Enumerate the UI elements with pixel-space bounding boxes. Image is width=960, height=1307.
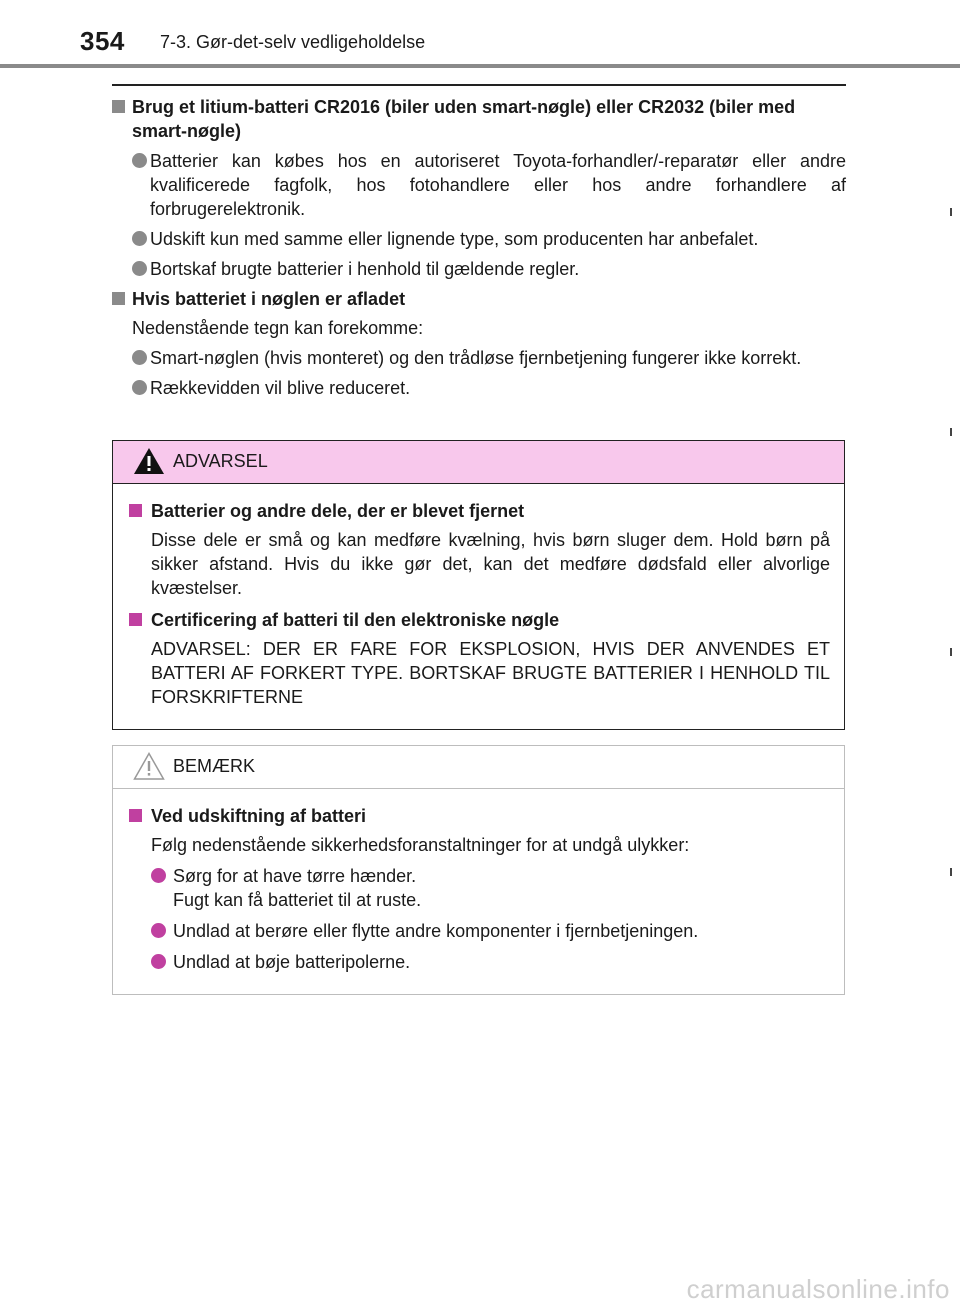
section-heading [112, 95, 846, 143]
list-item-text: Bortskaf brugte batterier i henhold til gældende regler. [150, 259, 580, 279]
list-item-text: Smart-nøglen (hvis monteret) og den trådløse fjernbetjening fungerer ikke korrekt. [150, 348, 802, 368]
section-heading-text: Hvis batteriet i nøglen er afladet [132, 289, 406, 309]
notice-heading [129, 804, 830, 828]
watermark: carmanualsonline.info [686, 1274, 950, 1304]
square-bullet-icon [129, 613, 142, 626]
warning-item-text: Disse dele er små og kan medføre kvælning, hvis børn sluger dem. Hold børn på sikker afstand. Hvis du ikke gør det, kan det medføre dødsfald eller alvorlige kvæstelser. [151, 530, 830, 598]
notice-title: BEMÆRK [173, 756, 256, 776]
list-item [112, 376, 846, 400]
list-item [112, 346, 846, 370]
chapter-title: 7-3. Gør-det-selv vedligeholdelse [160, 32, 426, 52]
notice-box [112, 745, 845, 995]
list-item [112, 227, 846, 251]
circle-bullet-icon [151, 954, 166, 969]
list-item-text: Undlad at berøre eller flytte andre komponenter i fjernbetjeningen. [173, 921, 699, 941]
list-item-text: Rækkevidden vil blive reduceret. [150, 378, 411, 398]
section-heading [112, 287, 846, 311]
circle-bullet-icon [132, 380, 147, 395]
warning-item-heading-text: Batterier og andre dele, der er blevet fjernet [151, 501, 525, 521]
warning-triangle-icon [133, 447, 165, 475]
warning-title: ADVARSEL [173, 451, 268, 471]
square-bullet-icon [129, 504, 142, 517]
edge-tick [950, 868, 952, 876]
list-item-text: Udskift kun med samme eller lignende type, som producenten har anbefalet. [150, 229, 759, 249]
content-divider [112, 84, 846, 86]
list-item-text: Undlad at bøje batteripolerne. [173, 952, 411, 972]
square-bullet-icon [112, 100, 125, 113]
list-item [112, 257, 846, 281]
edge-tick [950, 428, 952, 436]
warning-item-heading [129, 499, 830, 523]
warning-box [112, 440, 845, 730]
warning-header [113, 441, 844, 484]
warning-body [113, 499, 846, 709]
caution-triangle-icon [133, 752, 165, 780]
header-divider [0, 64, 960, 68]
main-content [112, 95, 846, 400]
circle-bullet-icon [151, 868, 166, 883]
circle-bullet-icon [132, 350, 147, 365]
warning-item-heading-text: Certificering af batteri til den elektroniske nøgle [151, 610, 560, 630]
notice-body [113, 804, 846, 974]
page-number: 354 [80, 26, 125, 56]
list-item [129, 950, 830, 974]
circle-bullet-icon [132, 153, 147, 168]
warning-item-text: ADVARSEL: DER ER FARE FOR EKSPLOSION, HVIS DER ANVENDES ET BATTERI AF FORKERT TYPE. BORTSKAF BRUGTE BATTERIER I HENHOLD TIL FORSKRIFTERNE [151, 639, 830, 707]
circle-bullet-icon [151, 923, 166, 938]
edge-tick [950, 648, 952, 656]
list-item-text: Sørg for at have tørre hænder. [173, 866, 417, 886]
list-item-text: Fugt kan få batteriet til at ruste. [173, 890, 422, 910]
section-heading-text: Brug et litium-batteri CR2016 (biler uden smart-nøgle) eller CR2032 (biler med smart-nøgle) [132, 97, 796, 141]
notice-header [113, 746, 844, 789]
edge-tick [950, 208, 952, 216]
circle-bullet-icon [132, 231, 147, 246]
notice-heading-text: Ved udskiftning af batteri [151, 806, 367, 826]
warning-item-heading [129, 608, 830, 632]
page-header [0, 0, 960, 72]
square-bullet-icon [129, 809, 142, 822]
list-item [129, 919, 830, 943]
list-item [129, 864, 830, 912]
list-item [112, 149, 846, 221]
square-bullet-icon [112, 292, 125, 305]
list-item-text: Batterier kan købes hos en autoriseret Toyota-forhandler/-reparatør eller andre kvalificerede fagfolk, hos fotohandlere eller hos andre forhandlere af forbrugerelektronik. [150, 151, 846, 219]
notice-text: Følg nedenstående sikkerhedsforanstaltninger for at undgå ulykker: [151, 835, 690, 855]
circle-bullet-icon [132, 261, 147, 276]
section-text: Nedenstående tegn kan forekomme: [132, 318, 424, 338]
